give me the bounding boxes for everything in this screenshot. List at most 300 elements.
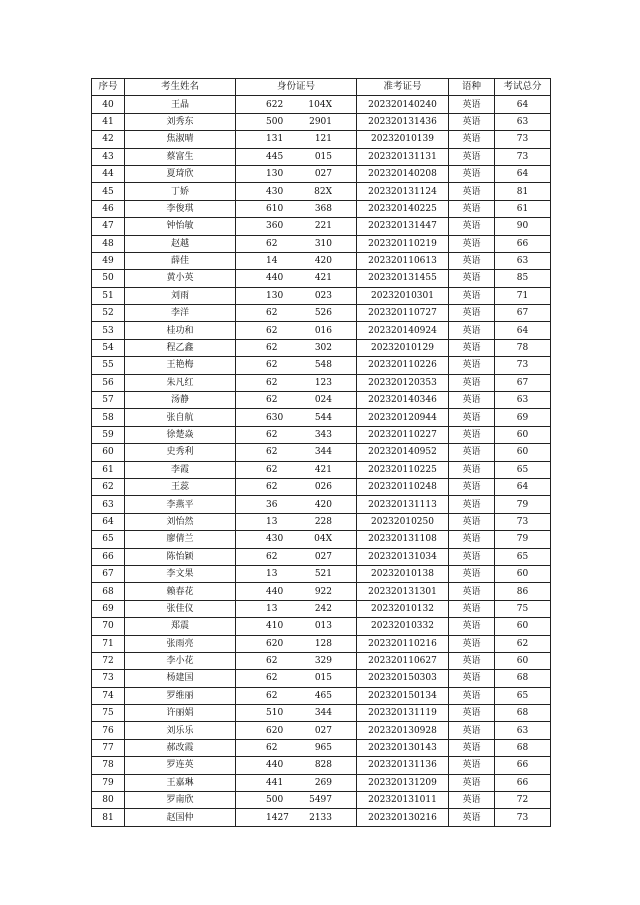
total-score: 63 [495, 113, 551, 130]
total-score: 63 [495, 252, 551, 269]
table-row [92, 635, 551, 652]
exam-number: 202320131034 [357, 548, 449, 565]
row-number: 57 [92, 392, 125, 409]
table-row [92, 531, 551, 548]
table-row [92, 131, 551, 148]
id-number [236, 252, 357, 269]
row-number: 51 [92, 287, 125, 304]
candidate-name: 徐楚焱 [125, 426, 236, 443]
total-score: 60 [495, 565, 551, 582]
candidate-name: 张雨亮 [125, 635, 236, 652]
table-body [92, 96, 551, 826]
id-number [236, 809, 357, 826]
total-score: 64 [495, 322, 551, 339]
id-number-tail: 544 [314, 412, 332, 423]
id-number-tail: 922 [314, 586, 332, 597]
row-number: 40 [92, 96, 125, 113]
table-row [92, 426, 551, 443]
score-table [91, 78, 551, 827]
row-number: 58 [92, 409, 125, 426]
table-row [92, 322, 551, 339]
id-number-head: 440 [266, 273, 284, 284]
language: 英语 [449, 113, 495, 130]
id-number [236, 409, 357, 426]
id-number [236, 478, 357, 495]
id-number-tail: 024 [314, 395, 332, 406]
candidate-name: 钟怡敏 [125, 218, 236, 235]
id-number [236, 218, 357, 235]
exam-number: 202320140952 [357, 444, 449, 461]
total-score: 79 [495, 496, 551, 513]
total-score: 65 [495, 687, 551, 704]
id-number-head: 62 [266, 690, 278, 701]
language: 英语 [449, 96, 495, 113]
id-number-head: 62 [266, 430, 278, 440]
row-number: 46 [92, 200, 125, 217]
table-row [92, 600, 551, 617]
total-score: 68 [495, 705, 551, 722]
row-number: 67 [92, 565, 125, 582]
id-number-tail: 121 [314, 134, 332, 145]
id-number-tail: 420 [314, 499, 332, 510]
id-number [236, 548, 357, 565]
total-score: 81 [495, 183, 551, 200]
table-row [92, 409, 551, 426]
language: 英语 [449, 809, 495, 826]
language: 英语 [449, 287, 495, 304]
id-number-tail: 016 [314, 325, 332, 336]
id-number-head: 62 [266, 464, 278, 475]
id-number-tail: 026 [314, 482, 332, 493]
id-number-head: 440 [266, 760, 284, 771]
row-number: 45 [92, 183, 125, 200]
language: 英语 [449, 409, 495, 426]
exam-number: 202320131124 [357, 183, 449, 200]
id-number [236, 235, 357, 252]
candidate-name: 李小花 [125, 652, 236, 669]
id-number-head: 620 [266, 638, 284, 649]
id-number-head: 62 [266, 482, 278, 493]
id-number-head: 62 [266, 377, 278, 388]
candidate-name: 杨建国 [125, 670, 236, 687]
table-row [92, 792, 551, 809]
candidate-name: 朱凡红 [125, 374, 236, 391]
language: 英语 [449, 392, 495, 409]
candidate-name: 李霞 [125, 461, 236, 478]
id-number [236, 96, 357, 113]
candidate-name: 郑震 [125, 618, 236, 635]
total-score: 73 [495, 513, 551, 530]
candidate-name: 赵国仲 [125, 809, 236, 826]
id-number-head: 13 [266, 516, 278, 527]
row-number: 65 [92, 531, 125, 548]
row-number: 66 [92, 548, 125, 565]
table-row [92, 218, 551, 235]
table-row [92, 287, 551, 304]
candidate-name: 赖春花 [125, 583, 236, 600]
id-number-head: 131 [266, 134, 284, 145]
table-row [92, 444, 551, 461]
exam-number: 202320131119 [357, 705, 449, 722]
id-number-head: 441 [266, 777, 284, 788]
candidate-name: 许丽娟 [125, 705, 236, 722]
table-header-row [92, 79, 551, 96]
exam-number: 20232010138 [357, 565, 449, 582]
id-number-tail: 015 [314, 673, 332, 684]
total-score: 86 [495, 583, 551, 600]
language: 英语 [449, 565, 495, 582]
language: 英语 [449, 739, 495, 756]
table-row [92, 496, 551, 513]
header-cell: 准考证号 [357, 79, 449, 96]
total-score: 63 [495, 392, 551, 409]
total-score: 60 [495, 652, 551, 669]
total-score: 68 [495, 739, 551, 756]
candidate-name: 张佳仪 [125, 600, 236, 617]
total-score: 73 [495, 131, 551, 148]
id-number-head: 130 [266, 169, 284, 180]
table-row [92, 687, 551, 704]
row-number: 69 [92, 600, 125, 617]
language: 英语 [449, 513, 495, 530]
id-number [236, 131, 357, 148]
total-score: 65 [495, 461, 551, 478]
id-number-head: 62 [266, 343, 278, 354]
id-number [236, 722, 357, 739]
total-score: 65 [495, 548, 551, 565]
exam-number: 202320110227 [357, 426, 449, 443]
id-number-tail: 521 [314, 569, 332, 580]
table-row [92, 548, 551, 565]
language: 英语 [449, 165, 495, 182]
id-number-tail: 421 [314, 273, 332, 284]
row-number: 77 [92, 739, 125, 756]
id-number-tail: 5497 [309, 795, 332, 806]
candidate-name: 罗维丽 [125, 687, 236, 704]
row-number: 47 [92, 218, 125, 235]
row-number: 48 [92, 235, 125, 252]
exam-number: 202320120944 [357, 409, 449, 426]
id-number-tail: 013 [314, 621, 332, 632]
id-number [236, 461, 357, 478]
exam-number: 202320131113 [357, 496, 449, 513]
candidate-name: 丁娇 [125, 183, 236, 200]
id-number [236, 287, 357, 304]
exam-number: 202320140346 [357, 392, 449, 409]
id-number-tail: 344 [314, 708, 332, 719]
language: 英语 [449, 792, 495, 809]
candidate-name: 焦淑晴 [125, 131, 236, 148]
exam-number: 202320140240 [357, 96, 449, 113]
row-number: 55 [92, 357, 125, 374]
table-row [92, 513, 551, 530]
candidate-name: 程乙鑫 [125, 339, 236, 356]
total-score: 64 [495, 96, 551, 113]
exam-number: 202320110219 [357, 235, 449, 252]
candidate-name: 郝改霞 [125, 739, 236, 756]
language: 英语 [449, 600, 495, 617]
row-number: 80 [92, 792, 125, 809]
id-number [236, 565, 357, 582]
table-row [92, 652, 551, 669]
id-number-head: 610 [266, 203, 284, 214]
row-number: 60 [92, 444, 125, 461]
id-number [236, 496, 357, 513]
candidate-name: 夏琦欣 [125, 165, 236, 182]
id-number [236, 165, 357, 182]
table-row [92, 461, 551, 478]
id-number-head: 62 [266, 238, 278, 249]
id-number-tail: 228 [314, 516, 332, 527]
id-number-tail: 828 [314, 760, 332, 771]
total-score: 63 [495, 722, 551, 739]
language: 英语 [449, 426, 495, 443]
id-number [236, 670, 357, 687]
id-number-head: 62 [266, 360, 278, 371]
table-row [92, 739, 551, 756]
candidate-name: 赵越 [125, 235, 236, 252]
id-number [236, 600, 357, 617]
id-number-tail: 344 [314, 447, 332, 458]
table-row [92, 113, 551, 130]
candidate-name: 王艳梅 [125, 357, 236, 374]
id-number-head: 360 [266, 221, 284, 232]
exam-number: 202320131447 [357, 218, 449, 235]
id-number-head: 500 [266, 795, 284, 806]
exam-number: 202320140208 [357, 165, 449, 182]
id-number [236, 652, 357, 669]
row-number: 71 [92, 635, 125, 652]
id-number-tail: 310 [314, 238, 332, 249]
exam-number: 20232010332 [357, 618, 449, 635]
id-number-head: 62 [266, 395, 278, 406]
exam-number: 202320110216 [357, 635, 449, 652]
exam-number: 202320131136 [357, 757, 449, 774]
total-score: 66 [495, 774, 551, 791]
row-number: 64 [92, 513, 125, 530]
row-number: 41 [92, 113, 125, 130]
exam-number: 202320110727 [357, 305, 449, 322]
id-number-head: 62 [266, 656, 278, 667]
id-number-tail: 420 [314, 256, 332, 267]
header-cell: 身份证号 [236, 79, 357, 96]
language: 英语 [449, 670, 495, 687]
language: 英语 [449, 183, 495, 200]
id-number-tail: 027 [314, 725, 332, 736]
row-number: 42 [92, 131, 125, 148]
language: 英语 [449, 374, 495, 391]
id-number-tail: 421 [314, 464, 332, 475]
exam-number: 202320131011 [357, 792, 449, 809]
total-score: 67 [495, 305, 551, 322]
id-number [236, 305, 357, 322]
row-number: 72 [92, 652, 125, 669]
total-score: 90 [495, 218, 551, 235]
exam-number: 202320131131 [357, 148, 449, 165]
id-number-tail: 023 [314, 290, 332, 301]
id-number-tail: 329 [314, 656, 332, 667]
candidate-name: 史秀利 [125, 444, 236, 461]
candidate-name: 王嘉琳 [125, 774, 236, 791]
header-cell: 语种 [449, 79, 495, 96]
score-table-sheet [91, 78, 551, 827]
id-number-tail: 2133 [309, 812, 332, 823]
id-number-tail: 027 [314, 551, 332, 562]
language: 英语 [449, 218, 495, 235]
table-row [92, 478, 551, 495]
language: 英语 [449, 635, 495, 652]
table-row [92, 270, 551, 287]
id-number-head: 430 [266, 186, 284, 197]
row-number: 43 [92, 148, 125, 165]
exam-number: 202320120353 [357, 374, 449, 391]
id-number-head: 445 [266, 151, 284, 162]
language: 英语 [449, 757, 495, 774]
language: 英语 [449, 722, 495, 739]
id-number-tail: 269 [314, 777, 332, 788]
total-score: 60 [495, 426, 551, 443]
candidate-name: 陈怡颖 [125, 548, 236, 565]
language: 英语 [449, 548, 495, 565]
exam-number: 202320110248 [357, 478, 449, 495]
row-number: 59 [92, 426, 125, 443]
exam-number: 20232010129 [357, 339, 449, 356]
exam-number: 202320150303 [357, 670, 449, 687]
exam-number: 202320131455 [357, 270, 449, 287]
table-row [92, 200, 551, 217]
id-number-head: 430 [266, 534, 284, 545]
id-number [236, 148, 357, 165]
id-number [236, 635, 357, 652]
candidate-name: 张自航 [125, 409, 236, 426]
exam-number: 202320130216 [357, 809, 449, 826]
total-score: 75 [495, 600, 551, 617]
candidate-name: 罗连英 [125, 757, 236, 774]
language: 英语 [449, 252, 495, 269]
header-cell: 考试总分 [495, 79, 551, 96]
language: 英语 [449, 583, 495, 600]
id-number [236, 200, 357, 217]
id-number-head: 13 [266, 569, 278, 580]
total-score: 64 [495, 478, 551, 495]
exam-number: 20232010250 [357, 513, 449, 530]
total-score: 68 [495, 670, 551, 687]
table-row [92, 705, 551, 722]
id-number-head: 62 [266, 325, 278, 336]
id-number-head: 510 [266, 708, 284, 719]
language: 英语 [449, 774, 495, 791]
table-row [92, 165, 551, 182]
id-number [236, 392, 357, 409]
table-row [92, 618, 551, 635]
exam-number: 20232010301 [357, 287, 449, 304]
table-row [92, 339, 551, 356]
total-score: 61 [495, 200, 551, 217]
id-number-tail: 82X [314, 186, 332, 197]
table-row [92, 774, 551, 791]
id-number [236, 444, 357, 461]
total-score: 60 [495, 444, 551, 461]
row-number: 75 [92, 705, 125, 722]
id-number-tail: 242 [314, 603, 332, 614]
id-number-head: 62 [266, 551, 278, 562]
id-number [236, 339, 357, 356]
header-cell: 考生姓名 [125, 79, 236, 96]
id-number-head: 36 [266, 499, 278, 510]
language: 英语 [449, 652, 495, 669]
id-number-tail: 343 [314, 430, 332, 440]
row-number: 74 [92, 687, 125, 704]
candidate-name: 李燕平 [125, 496, 236, 513]
table-row [92, 148, 551, 165]
id-number-head: 62 [266, 673, 278, 684]
table-row [92, 235, 551, 252]
id-number-head: 1427 [266, 812, 289, 823]
row-number: 53 [92, 322, 125, 339]
candidate-name: 蔡富生 [125, 148, 236, 165]
row-number: 49 [92, 252, 125, 269]
candidate-name: 李文果 [125, 565, 236, 582]
id-number [236, 583, 357, 600]
row-number: 70 [92, 618, 125, 635]
row-number: 52 [92, 305, 125, 322]
row-number: 61 [92, 461, 125, 478]
id-number-tail: 128 [314, 638, 332, 649]
candidate-name: 黄小英 [125, 270, 236, 287]
total-score: 73 [495, 357, 551, 374]
exam-number: 202320130143 [357, 739, 449, 756]
id-number-tail: 368 [314, 203, 332, 214]
id-number [236, 183, 357, 200]
id-number-head: 13 [266, 603, 278, 614]
id-number [236, 618, 357, 635]
table-row [92, 392, 551, 409]
language: 英语 [449, 148, 495, 165]
id-number [236, 513, 357, 530]
exam-number: 202320140225 [357, 200, 449, 217]
id-number-tail: 104X [308, 99, 332, 110]
table-row [92, 252, 551, 269]
table-row [92, 670, 551, 687]
table-row [92, 357, 551, 374]
language: 英语 [449, 687, 495, 704]
exam-number: 20232010132 [357, 600, 449, 617]
table-row [92, 374, 551, 391]
id-number-head: 62 [266, 447, 278, 458]
language: 英语 [449, 496, 495, 513]
id-number-head: 130 [266, 290, 284, 301]
exam-number: 202320131301 [357, 583, 449, 600]
total-score: 62 [495, 635, 551, 652]
row-number: 54 [92, 339, 125, 356]
language: 英语 [449, 322, 495, 339]
id-number-tail: 548 [314, 360, 332, 371]
id-number-tail: 2901 [309, 116, 332, 127]
candidate-name: 王蕊 [125, 478, 236, 495]
total-score: 85 [495, 270, 551, 287]
candidate-name: 薛佳 [125, 252, 236, 269]
id-number-tail: 965 [314, 743, 332, 754]
table-row [92, 722, 551, 739]
candidate-name: 罗南欣 [125, 792, 236, 809]
id-number [236, 322, 357, 339]
total-score: 71 [495, 287, 551, 304]
total-score: 79 [495, 531, 551, 548]
id-number [236, 792, 357, 809]
total-score: 73 [495, 809, 551, 826]
id-number [236, 426, 357, 443]
language: 英语 [449, 200, 495, 217]
